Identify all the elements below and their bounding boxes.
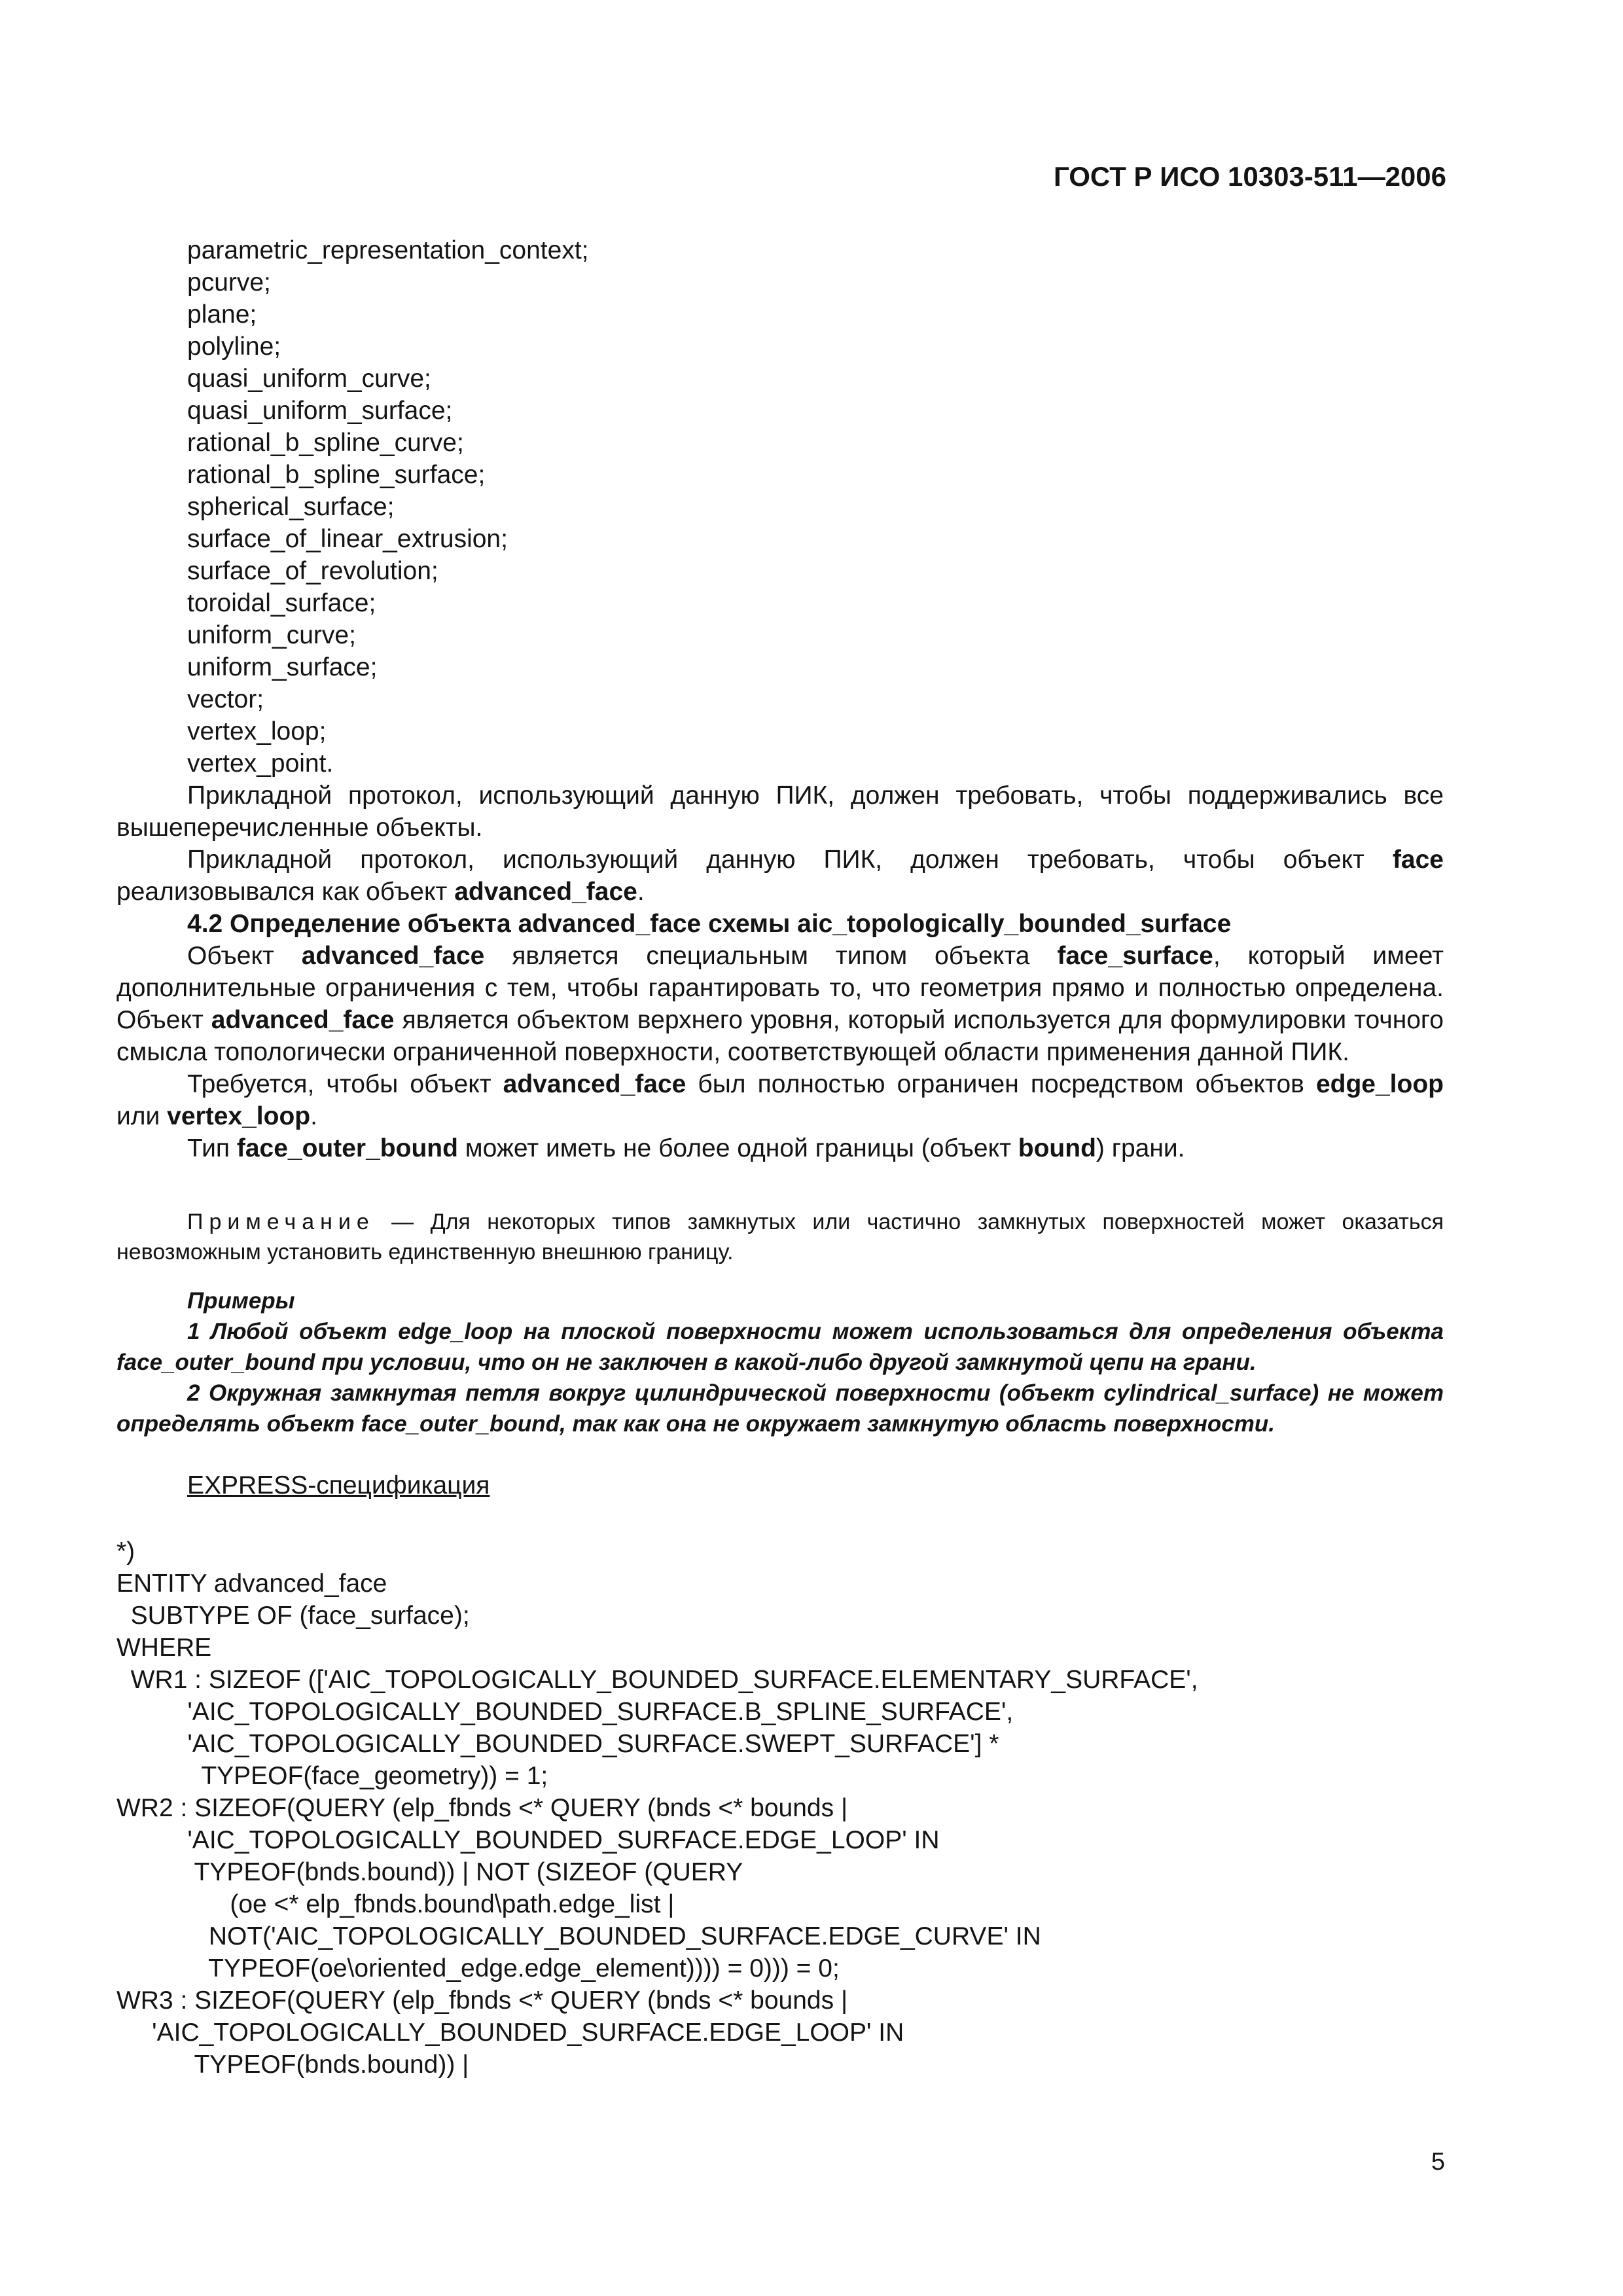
code-line: 'AIC_TOPOLOGICALLY_BOUNDED_SURFACE.EDGE_LOOP' IN xyxy=(116,2018,904,2047)
example-1: 1 Любой объект edge_loop на плоской поверхности может использоваться для определения объекта face_outer_bound при условии, что он не заключен в какой-либо другой замкнутой цепи на грани. xyxy=(116,1319,1444,1375)
note xyxy=(116,1207,1444,1267)
list-item: polyline; xyxy=(187,332,281,361)
list-item: rational_b_spline_surface; xyxy=(187,461,486,489)
code-line: WHERE xyxy=(116,1634,212,1662)
list-item: uniform_surface; xyxy=(187,653,378,681)
document-header: ГОСТ Р ИСО 10303-511—2006 xyxy=(1054,161,1446,192)
paragraph-support-all: Прикладной протокол, использующий данную ПИК, должен требовать, чтобы поддерживались все вышеперечисленные объекты. xyxy=(116,781,1444,842)
list-item: vertex_point. xyxy=(187,749,334,778)
code-line: 'AIC_TOPOLOGICALLY_BOUNDED_SURFACE.B_SPLINE_SURFACE', xyxy=(116,1698,1014,1726)
list-item: quasi_uniform_curve; xyxy=(187,365,431,393)
note-label: Примечание xyxy=(187,1210,375,1234)
list-item: uniform_curve; xyxy=(187,621,356,649)
code-line: TYPEOF(face_geometry)) = 1; xyxy=(116,1762,548,1790)
paragraph-outer-bound: Тип face_outer_bound может иметь не более одной границы (объект bound) грани. xyxy=(187,1134,1185,1162)
body-text xyxy=(116,780,1444,1164)
list-item: spherical_surface; xyxy=(187,493,395,521)
code-line: SUBTYPE OF (face_surface); xyxy=(116,1602,470,1630)
code-line: TYPEOF(bnds.bound)) | xyxy=(116,2051,469,2079)
code-line: WR1 : SIZEOF (['AIC_TOPOLOGICALLY_BOUNDED_SURFACE.ELEMENTARY_SURFACE', xyxy=(116,1666,1198,1694)
examples xyxy=(116,1285,1444,1439)
code-line: TYPEOF(oe\oriented_edge.edge_element)))) = 0))) = 0; xyxy=(116,1954,840,1982)
section-heading: 4.2 Определение объекта advanced_face схемы aic_topologically_bounded_surface xyxy=(187,910,1232,938)
paragraph-bounded-loops: Требуется, чтобы объект advanced_face был полностью ограничен посредством объектов edge_loop или vertex_loop. xyxy=(116,1070,1444,1130)
list-item: vertex_loop; xyxy=(187,717,327,745)
list-item: surface_of_revolution; xyxy=(187,557,438,585)
paragraph-face-advanced: Прикладной протокол, использующий данную ПИК, должен требовать, чтобы объект face реализовывался как объект advanced_face. xyxy=(116,846,1444,906)
entity-list xyxy=(187,234,589,780)
list-item: parametric_representation_context; xyxy=(187,236,589,264)
page-number: 5 xyxy=(1431,2148,1445,2176)
list-item: toroidal_surface; xyxy=(187,589,376,617)
code-line: TYPEOF(bnds.bound)) | NOT (SIZEOF (QUERY xyxy=(116,1858,743,1886)
list-item: vector; xyxy=(187,685,264,713)
list-item: quasi_uniform_surface; xyxy=(187,397,453,425)
list-item: pcurve; xyxy=(187,268,271,296)
list-item: surface_of_linear_extrusion; xyxy=(187,525,508,553)
example-2: 2 Окружная замкнутая петля вокруг цилиндрической поверхности (объект cylindrical_surface) не может определять объект face_outer_bound, так как она не окружает замкнутую область поверхности. xyxy=(116,1380,1444,1437)
paragraph-definition: Объект advanced_face является специальным типом объекта face_surface, который имеет дополнительные ограничения с тем, чтобы гарантировать то, что геометрия прямо и полностью определена. Объект advanced_face является объектом верхнего уровня, который используется для формулировки точного смысла топологически ограниченной поверхности, соответствующей области применения данной ПИК. xyxy=(116,942,1444,1066)
express-spec-title: EXPRESS-спецификация xyxy=(187,1471,490,1499)
code-line: WR3 : SIZEOF(QUERY (elp_fbnds <* QUERY (bnds <* bounds | xyxy=(116,1986,848,2015)
code-line: NOT('AIC_TOPOLOGICALLY_BOUNDED_SURFACE.EDGE_CURVE' IN xyxy=(116,1922,1041,1950)
code-line: ENTITY advanced_face xyxy=(116,1570,387,1598)
code-line: 'AIC_TOPOLOGICALLY_BOUNDED_SURFACE.SWEPT_SURFACE'] * xyxy=(116,1730,999,1758)
list-item: plane; xyxy=(187,300,257,329)
list-item: rational_b_spline_curve; xyxy=(187,429,464,457)
code-line: (oe <* elp_fbnds.bound\path.edge_list | xyxy=(116,1890,675,1918)
code-line: 'AIC_TOPOLOGICALLY_BOUNDED_SURFACE.EDGE_LOOP' IN xyxy=(116,1826,940,1854)
code-line: WR2 : SIZEOF(QUERY (elp_fbnds <* QUERY (bnds <* bounds | xyxy=(116,1794,848,1822)
code-line: *) xyxy=(116,1537,135,1566)
examples-title: Примеры xyxy=(187,1288,295,1314)
note-text: — Для некоторых типов замкнутых или частично замкнутых поверхностей может оказаться невозможным установить единственную внешнюю границу. xyxy=(116,1210,1444,1265)
express-code xyxy=(116,1535,1198,2081)
